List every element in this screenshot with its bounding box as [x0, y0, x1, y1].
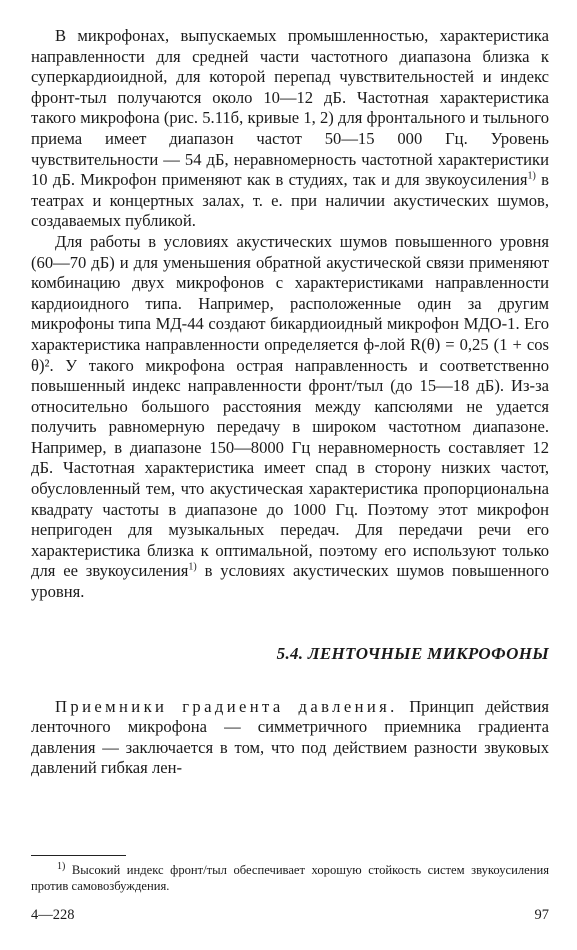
paragraph-1 [31, 26, 549, 232]
paragraph-2-tail: в условиях акустических шумов повышенного уровня. [31, 561, 549, 602]
paragraph-1-tail: в театрах и концертных залах, т. е. при наличии акустических шумов, создаваемых публикой. [31, 170, 550, 231]
page-body [31, 26, 549, 779]
footnote-divider [31, 855, 126, 856]
paragraph-1-text: В микрофонах, выпускаемых промышленностью, характеристика направленности для средней части частотного диапазона близка к суперкардиоидной, для которой перепад чувствительностей и индекс фронт-тыл получаются около 10—12 дБ. Частотная характеристика такого микрофона (рис. 5.11б, кривые 1, 2) для фронтального и тыльного приема имеет диапазон частот 50—15 000 Гц. Уровень чувствительности — 54 дБ, неравномерность частотной характеристики 10 дБ. Микрофон применяют как в студиях, так и для звукоусиления [31, 26, 549, 190]
page-number: 97 [534, 907, 549, 923]
paragraph-3-lead: Приемники градиента давления. [55, 696, 398, 716]
paragraph-2 [31, 232, 549, 603]
footnote-text: Высокий индекс фронт/тыл обеспечивает хорошую стойкость систем звукоусиления против самовозбуждения. [31, 863, 549, 893]
section-title: 5.4. ЛЕНТОЧНЫЕ МИКРОФОНЫ [276, 643, 549, 663]
paragraph-2-text: Для работы в условиях акустических шумов повышенного уровня (60—70 дБ) и для уменьшения обратной акустической связи применяют комбинацию двух микрофонов с характеристиками направленности кардиоидного типа. Например, расположенные один за другим микрофоны типа МД-44 создают бикардиоидный микрофон МДО-1. Его характеристика направленности определяется ф-лой R(θ) = 0,25 (1 + cos θ)². У такого микрофона острая направленность и соответственно повышенный индекс направленности фронт/тыл (до 15—18 дБ). Из-за относительно большого расстояния между капсюлями не удается получить равномерную передачу в широком частотном диапазоне. Например, в диапазоне 150—8000 Гц неравномерность составляет 12 дБ. Частотная характеристика имеет спад в сторону низких частот, обусловленный тем, что акустическая характеристика пропорциональна квадрату частоты в диапазоне до 1000 Гц. Поэтому этот микрофон непригоден для музыкальных передач. Для передачи речи его характеристика близка к оптимальной, поэтому его используют только для ее звукоусиления [31, 231, 549, 581]
paragraph-3 [31, 697, 549, 779]
signature-mark: 4—228 [31, 907, 75, 923]
footnote-ref-2: 1) [188, 561, 197, 573]
footnote-ref-1: 1) [527, 170, 536, 182]
footnote [31, 862, 549, 894]
paragraph-3-text: Принцип действия ленточного микрофона — симметричного приемника градиента давления — заключается в том, что под действием разности звуковых давлений гибкая лен- [31, 696, 549, 778]
footnote-marker: 1) [57, 860, 66, 872]
